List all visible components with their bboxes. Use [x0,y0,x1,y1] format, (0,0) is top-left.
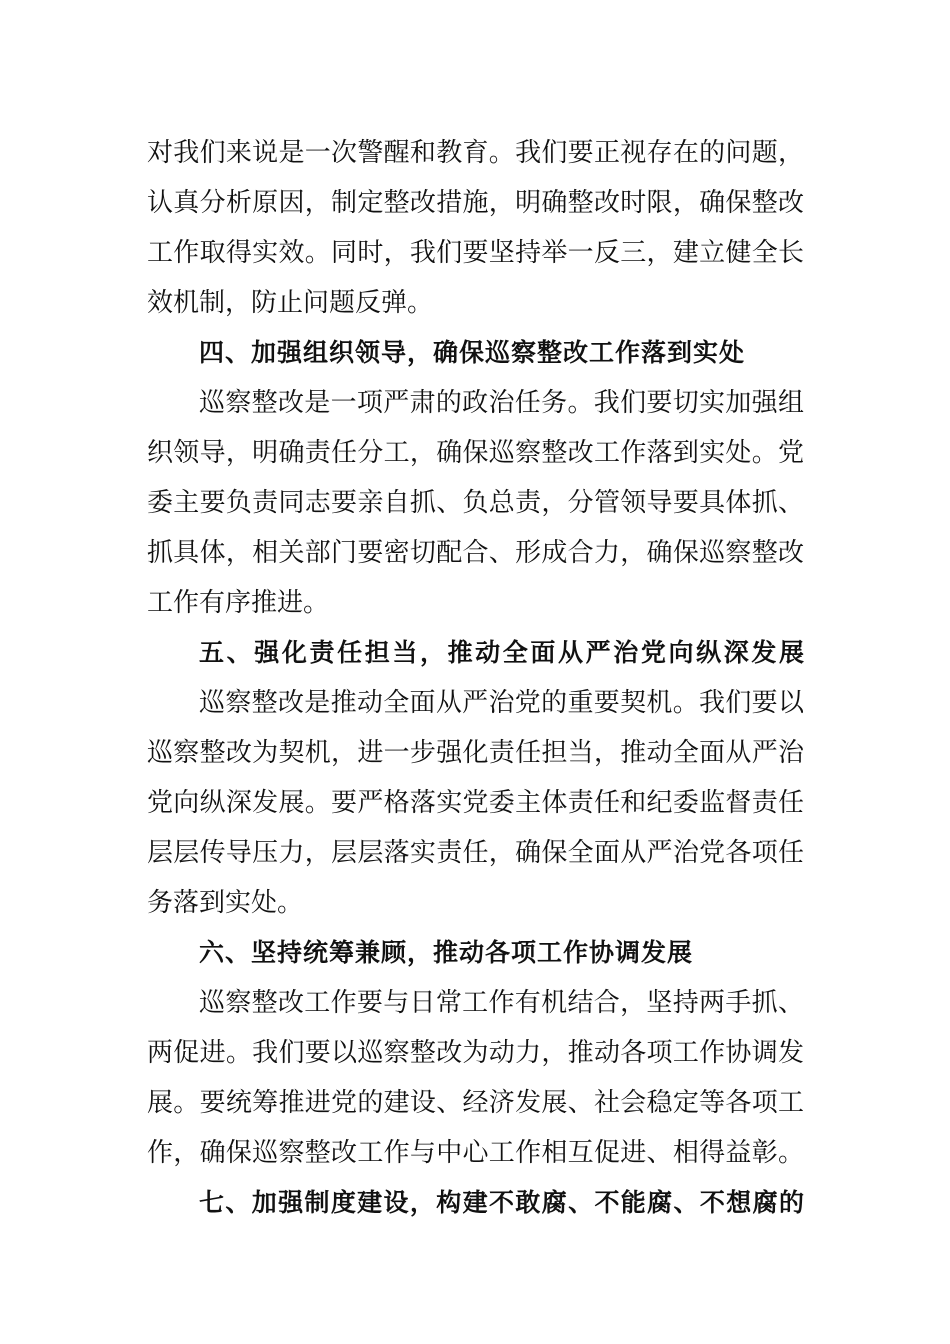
paragraph-line: 效机制，防止问题反弹。 [147,288,434,318]
paragraph-line: 作，确保巡察整改工作与中心工作相互促进、相得益彰。 [147,1138,804,1168]
paragraph-line: 巡察整改是推动全面从严治党的重要契机。我们要以 [199,688,804,718]
intro-paragraph [147,128,804,328]
paragraph-line: 党向纵深发展。要严格落实党委主体责任和纪委监督责任 [147,788,804,818]
paragraph-line: 织领导，明确责任分工，确保巡察整改工作落到实处。党 [147,438,804,468]
paragraph-line: 展。要统筹推进党的建设、经济发展、社会稳定等各项工 [147,1088,804,1118]
paragraph-line: 工作取得实效。同时，我们要坚持举一反三，建立健全长 [147,238,804,268]
paragraph-line: 务落到实处。 [147,888,304,918]
paragraph-line: 对我们来说是一次警醒和教育。我们要正视存在的问题， [147,138,804,168]
section-7-heading: 七、加强制度建设，构建不敢腐、不能腐、不想腐的 [199,1188,804,1217]
paragraph-line: 巡察整改工作要与日常工作有机结合，坚持两手抓、 [199,988,804,1018]
document-body [147,128,804,1228]
paragraph-line: 工作有序推进。 [147,588,330,618]
paragraph-line: 认真分析原因，制定整改措施，明确整改时限，确保整改 [147,188,804,218]
paragraph-line: 巡察整改是一项严肃的政治任务。我们要切实加强组 [199,388,804,418]
paragraph-line: 层层传导压力，层层落实责任，确保全面从严治党各项任 [147,838,804,868]
paragraph-line: 两促进。我们要以巡察整改为动力，推动各项工作协调发 [147,1038,804,1068]
paragraph-line: 委主要负责同志要亲自抓、负总责，分管领导要具体抓、 [147,488,804,518]
section-4-paragraph [147,378,804,628]
paragraph-line: 抓具体，相关部门要密切配合、形成合力，确保巡察整改 [147,538,804,568]
section-6-heading: 六、坚持统筹兼顾，推动各项工作协调发展 [199,938,694,967]
paragraph-line: 巡察整改为契机，进一步强化责任担当，推动全面从严治 [147,738,804,768]
section-6-paragraph [147,978,804,1178]
section-5-heading: 五、强化责任担当，推动全面从严治党向纵深发展 [199,638,804,667]
section-5-paragraph [147,678,804,928]
section-4-heading: 四、加强组织领导，确保巡察整改工作落到实处 [199,338,746,367]
